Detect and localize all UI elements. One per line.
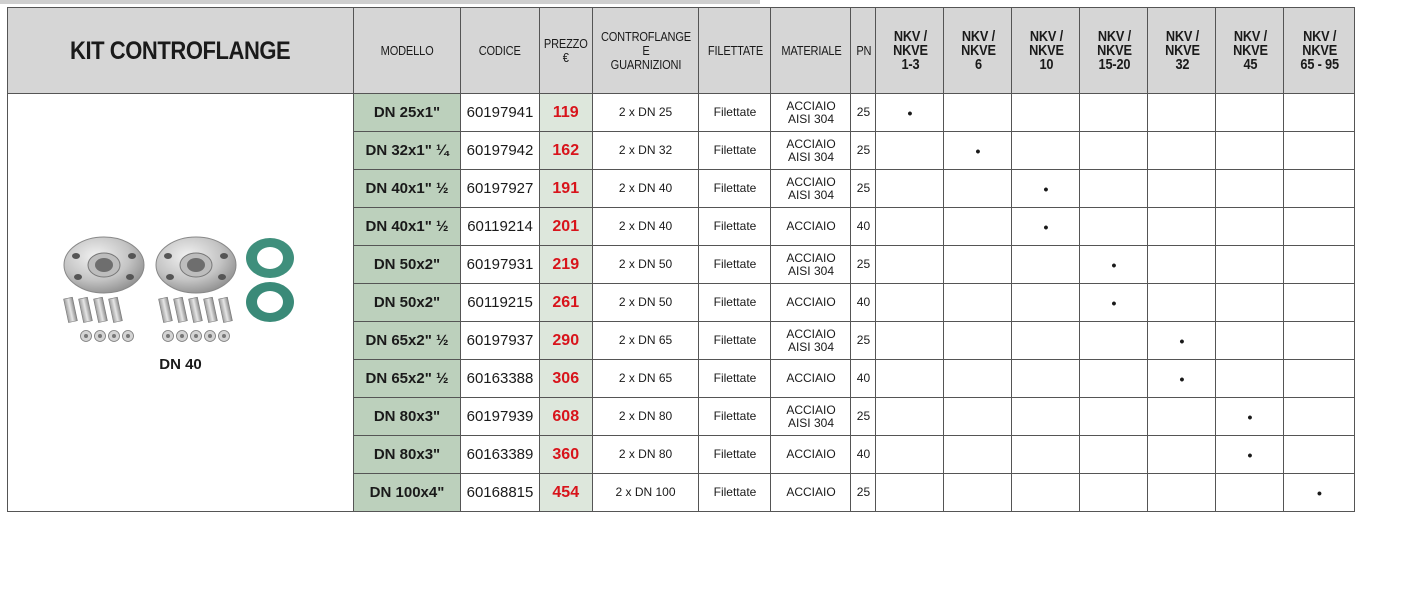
prezzo-cell: 191 [540, 170, 593, 208]
modello-cell: DN 32x1" ¼ [354, 132, 461, 170]
codice-cell: 60119215 [461, 284, 540, 322]
modello-cell: DN 65x2" ½ [354, 360, 461, 398]
nkv-cell [1216, 132, 1284, 170]
filettate-cell: Filettate [699, 284, 771, 322]
prezzo-cell: 162 [540, 132, 593, 170]
controflange-cell: 2 x DN 65 [592, 322, 699, 360]
pn-cell: 25 [851, 398, 876, 436]
filettate-cell: Filettate [699, 132, 771, 170]
modello-cell: DN 100x4" [354, 474, 461, 512]
table-title: KIT CONTROFLANGE [8, 8, 354, 94]
nkv-cell: • [1012, 208, 1080, 246]
nkv-cell [944, 208, 1012, 246]
filettate-cell: Filettate [699, 474, 771, 512]
materiale-line: ACCIAIO [786, 219, 836, 233]
col-header-codice: CODICE [461, 8, 540, 94]
nkv-cell [944, 398, 1012, 436]
nkv-cell [1012, 322, 1080, 360]
filettate-cell: Filettate [699, 170, 771, 208]
nkv-cell: • [1148, 322, 1216, 360]
controflange-cell: 2 x DN 40 [592, 208, 699, 246]
product-image-cell [8, 94, 354, 512]
controflange-cell: 2 x DN 40 [592, 170, 699, 208]
controflange-cell: 2 x DN 100 [592, 474, 699, 512]
nkv-cell [1284, 170, 1355, 208]
nkv-cell [1216, 322, 1284, 360]
image-caption: DN 40 [159, 356, 202, 373]
nkv-cell [1216, 246, 1284, 284]
col-header-nkv-32: NKV / NKVE 32 [1148, 8, 1216, 94]
materiale-line: AISI 304 [787, 263, 834, 278]
materiale-cell [771, 94, 851, 132]
nkv-cell [1080, 360, 1148, 398]
codice-cell: 60163389 [461, 436, 540, 474]
materiale-line: AISI 304 [787, 339, 834, 354]
controflange-cell: 2 x DN 25 [592, 94, 699, 132]
nkv-cell: • [1012, 170, 1080, 208]
nkv-cell [944, 322, 1012, 360]
nkv-cell [944, 436, 1012, 474]
materiale-line: ACCIAIO [786, 485, 836, 499]
nkv-cell [1080, 474, 1148, 512]
nkv-cell [944, 360, 1012, 398]
nkv-cell [1284, 284, 1355, 322]
nkv-cell [1284, 132, 1355, 170]
materiale-line: ACCIAIO [786, 250, 836, 265]
controflange-cell: 2 x DN 32 [592, 132, 699, 170]
nkv-cell [1216, 360, 1284, 398]
nkv-cell [944, 284, 1012, 322]
materiale-line: ACCIAIO [786, 98, 836, 113]
prezzo-cell: 219 [540, 246, 593, 284]
nkv-cell [944, 170, 1012, 208]
materiale-cell [771, 284, 851, 322]
nkv-cell [1012, 474, 1080, 512]
modello-cell: DN 50x2" [354, 246, 461, 284]
materiale-line: AISI 304 [787, 415, 834, 430]
nkv-cell [1012, 94, 1080, 132]
nkv-cell [1012, 398, 1080, 436]
pn-cell: 25 [851, 474, 876, 512]
modello-cell: DN 80x3" [354, 398, 461, 436]
materiale-line: AISI 304 [787, 149, 834, 164]
materiale-line: ACCIAIO [786, 371, 836, 385]
col-header-nkv-65-95: NKV / NKVE 65 - 95 [1284, 8, 1355, 94]
materiale-line: AISI 304 [787, 111, 834, 126]
nkv-cell [1080, 208, 1148, 246]
col-header-nkv-6: NKV / NKVE 6 [944, 8, 1012, 94]
prezzo-cell: 306 [540, 360, 593, 398]
col-header-controflange: CONTROFLANGE E GUARNIZIONI [592, 8, 699, 94]
controflange-cell: 2 x DN 50 [592, 284, 699, 322]
filettate-cell: Filettate [699, 246, 771, 284]
nkv-cell [1148, 246, 1216, 284]
nkv-cell [1216, 208, 1284, 246]
nkv-cell [1012, 284, 1080, 322]
pn-cell: 25 [851, 170, 876, 208]
materiale-cell [771, 246, 851, 284]
nkv-cell [1012, 246, 1080, 284]
materiale-line: ACCIAIO [786, 295, 836, 309]
nkv-cell [876, 208, 944, 246]
prezzo-cell: 261 [540, 284, 593, 322]
filettate-cell: Filettate [699, 208, 771, 246]
modello-cell: DN 25x1" [354, 94, 461, 132]
nkv-cell [1148, 132, 1216, 170]
materiale-cell [771, 132, 851, 170]
materiale-line: ACCIAIO [786, 136, 836, 151]
materiale-line: ACCIAIO [786, 174, 836, 189]
materiale-cell [771, 170, 851, 208]
nkv-cell [1148, 284, 1216, 322]
codice-cell: 60119214 [461, 208, 540, 246]
materiale-cell [771, 474, 851, 512]
modello-cell: DN 80x3" [354, 436, 461, 474]
prezzo-cell: 119 [540, 94, 593, 132]
nkv-cell: • [1216, 436, 1284, 474]
flange-kit-image [56, 232, 306, 352]
materiale-cell [771, 208, 851, 246]
prezzo-cell: 454 [540, 474, 593, 512]
nkv-cell [1284, 208, 1355, 246]
codice-cell: 60197939 [461, 398, 540, 436]
nkv-cell [1284, 94, 1355, 132]
nkv-cell [1080, 170, 1148, 208]
controflange-cell: 2 x DN 65 [592, 360, 699, 398]
filettate-cell: Filettate [699, 398, 771, 436]
nkv-cell: • [1148, 360, 1216, 398]
col-header-modello: MODELLO [354, 8, 461, 94]
controflange-cell: 2 x DN 50 [592, 246, 699, 284]
nkv-cell [1216, 170, 1284, 208]
controflange-cell: 2 x DN 80 [592, 436, 699, 474]
nkv-cell [876, 132, 944, 170]
nkv-cell [876, 170, 944, 208]
nkv-cell: • [944, 132, 1012, 170]
nkv-cell [1080, 132, 1148, 170]
col-header-prezzo: PREZZO € [540, 8, 593, 94]
nkv-cell [1284, 246, 1355, 284]
nkv-cell: • [1216, 398, 1284, 436]
nkv-cell: • [1080, 284, 1148, 322]
nkv-cell: • [1284, 474, 1355, 512]
nkv-cell [876, 474, 944, 512]
top-rule [0, 0, 760, 4]
filettate-cell: Filettate [699, 360, 771, 398]
table-body [8, 94, 1355, 512]
nkv-cell [1012, 132, 1080, 170]
controflange-cell: 2 x DN 80 [592, 398, 699, 436]
nkv-cell [876, 360, 944, 398]
nkv-cell [876, 284, 944, 322]
col-header-filettate: FILETTATE [699, 8, 771, 94]
materiale-cell [771, 322, 851, 360]
modello-cell: DN 40x1" ½ [354, 170, 461, 208]
prezzo-cell: 608 [540, 398, 593, 436]
nkv-cell [1148, 398, 1216, 436]
nkv-cell [1012, 436, 1080, 474]
col-header-nkv-10: NKV / NKVE 10 [1012, 8, 1080, 94]
nkv-cell [1080, 398, 1148, 436]
materiale-cell [771, 398, 851, 436]
modello-cell: DN 50x2" [354, 284, 461, 322]
filettate-cell: Filettate [699, 94, 771, 132]
nkv-cell [1216, 94, 1284, 132]
nkv-cell [876, 436, 944, 474]
nkv-cell [1216, 284, 1284, 322]
nkv-cell [876, 322, 944, 360]
materiale-line: ACCIAIO [786, 402, 836, 417]
kit-controflange-table [7, 7, 1355, 512]
col-header-materiale: MATERIALE [771, 8, 851, 94]
modello-cell: DN 40x1" ½ [354, 208, 461, 246]
filettate-cell: Filettate [699, 322, 771, 360]
col-header-pn: PN [851, 8, 876, 94]
nkv-cell [1284, 436, 1355, 474]
codice-cell: 60197937 [461, 322, 540, 360]
codice-cell: 60197931 [461, 246, 540, 284]
nkv-cell [1148, 170, 1216, 208]
materiale-line: ACCIAIO [786, 326, 836, 341]
materiale-line: AISI 304 [787, 187, 834, 202]
header-row [8, 8, 1355, 94]
nkv-cell [1148, 94, 1216, 132]
prezzo-cell: 360 [540, 436, 593, 474]
nkv-cell [1148, 474, 1216, 512]
col-header-nkv-45: NKV / NKVE 45 [1216, 8, 1284, 94]
prezzo-cell: 290 [540, 322, 593, 360]
nkv-cell [1148, 208, 1216, 246]
pn-cell: 25 [851, 246, 876, 284]
nkv-cell [1284, 398, 1355, 436]
nkv-cell [1216, 474, 1284, 512]
nkv-cell [1080, 322, 1148, 360]
nkv-cell [944, 246, 1012, 284]
codice-cell: 60168815 [461, 474, 540, 512]
codice-cell: 60197941 [461, 94, 540, 132]
nkv-cell [944, 474, 1012, 512]
pn-cell: 40 [851, 208, 876, 246]
pn-cell: 25 [851, 132, 876, 170]
pn-cell: 40 [851, 360, 876, 398]
col-header-nkv-1-3: NKV / NKVE 1-3 [876, 8, 944, 94]
materiale-cell [771, 360, 851, 398]
nkv-cell [876, 246, 944, 284]
nkv-cell: • [876, 94, 944, 132]
codice-cell: 60163388 [461, 360, 540, 398]
nkv-cell [944, 94, 1012, 132]
materiale-cell [771, 436, 851, 474]
nkv-cell: • [1080, 246, 1148, 284]
pn-cell: 40 [851, 284, 876, 322]
prezzo-cell: 201 [540, 208, 593, 246]
nkv-cell [876, 398, 944, 436]
filettate-cell: Filettate [699, 436, 771, 474]
pn-cell: 25 [851, 322, 876, 360]
nkv-cell [1284, 360, 1355, 398]
modello-cell: DN 65x2" ½ [354, 322, 461, 360]
nkv-cell [1012, 360, 1080, 398]
nkv-cell [1080, 94, 1148, 132]
codice-cell: 60197942 [461, 132, 540, 170]
pn-cell: 40 [851, 436, 876, 474]
codice-cell: 60197927 [461, 170, 540, 208]
table-row [8, 94, 1355, 132]
nkv-cell [1284, 322, 1355, 360]
pn-cell: 25 [851, 94, 876, 132]
nkv-cell [1148, 436, 1216, 474]
materiale-line: ACCIAIO [786, 447, 836, 461]
nkv-cell [1080, 436, 1148, 474]
col-header-nkv-15-20: NKV / NKVE 15-20 [1080, 8, 1148, 94]
